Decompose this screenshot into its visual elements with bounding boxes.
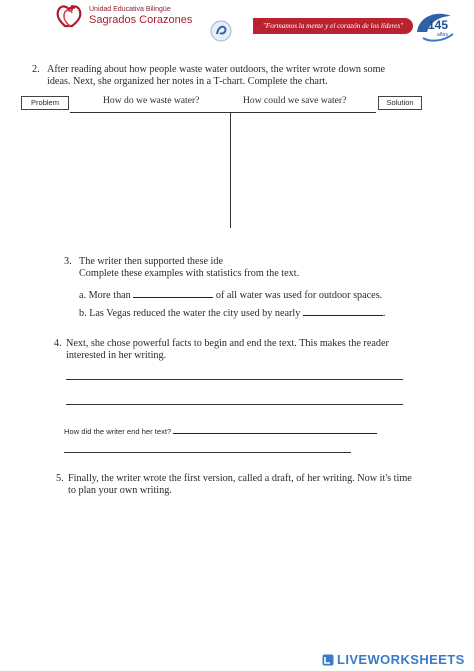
school-name-line1: Unidad Educativa Bilingüe [89,6,171,13]
q3-b-end: . [382,308,386,319]
q4-answer-line-1[interactable] [66,379,403,380]
liveworksheets-logo-text: LIVEWORKSHEETS [337,652,465,667]
t-chart-horizontal-line [70,112,376,113]
q4-answer-line-2[interactable] [66,404,403,405]
motto-banner: "Formamos la mente y el corazón de los líderes" [253,18,413,34]
problem-box: Problem [21,96,69,110]
q2-number: 2. [32,64,40,75]
solution-box: Solution [378,96,422,110]
q3-a-answer-blank[interactable] [133,297,213,298]
col2-header: How could we save water? [243,95,347,106]
q4-line1: Next, she chose powerful facts to begin and end the text. This makes the reader [66,338,389,349]
school-name-line2: Sagrados Corazones [89,14,193,26]
q4-answer-line-3[interactable] [64,452,351,453]
q3-a-letter: a. [79,290,87,301]
anniversary-number: 145 [428,18,449,32]
school-logo-icon [56,2,88,30]
anniversary-label: años [437,32,448,38]
q3-item-b [79,308,385,321]
t-chart-vertical-line [230,112,231,228]
t-chart-right-answer-area[interactable] [234,114,374,226]
q4-line2: interested in her writing. [66,350,167,361]
q3-item-a [79,290,382,303]
q3-b-text: Las Vegas reduced the water the city used by nearly [89,308,301,319]
q3-line2: Complete these examples with statistics from the text. [79,268,300,279]
t-chart-left-answer-area[interactable] [72,114,226,226]
q5-line2: to plan your own writing. [68,485,172,496]
q5-line1: Finally, the writer wrote the first version, called a draft, of her writing. Now it's time [68,473,412,484]
q3-number: 3. [64,256,72,267]
q2-text-line2: ideas. Next, she organized her notes in a T-chart. Complete the chart. [47,76,328,87]
liveworksheets-logo-icon [322,653,334,665]
q4-number: 4. [54,338,62,349]
q2-text-line1: After reading about how people waste water outdoors, the writer wrote down some [47,64,386,75]
col1-header: How do we waste water? [103,95,200,106]
ib-logo-icon [210,20,232,42]
q5-number: 5. [56,473,64,484]
q3-line1: The writer then supported these ide [79,256,223,267]
q3-b-letter: b. [79,308,87,319]
q3-b-answer-blank[interactable] [303,315,383,316]
q4-end-answer-blank[interactable] [173,433,377,434]
q3-a-after: of all water was used for outdoor spaces. [215,290,383,301]
q4-prompt-row [64,427,377,436]
q3-a-before: More than [88,290,131,301]
q4-end-prompt: How did the writer end her text? [64,427,172,436]
